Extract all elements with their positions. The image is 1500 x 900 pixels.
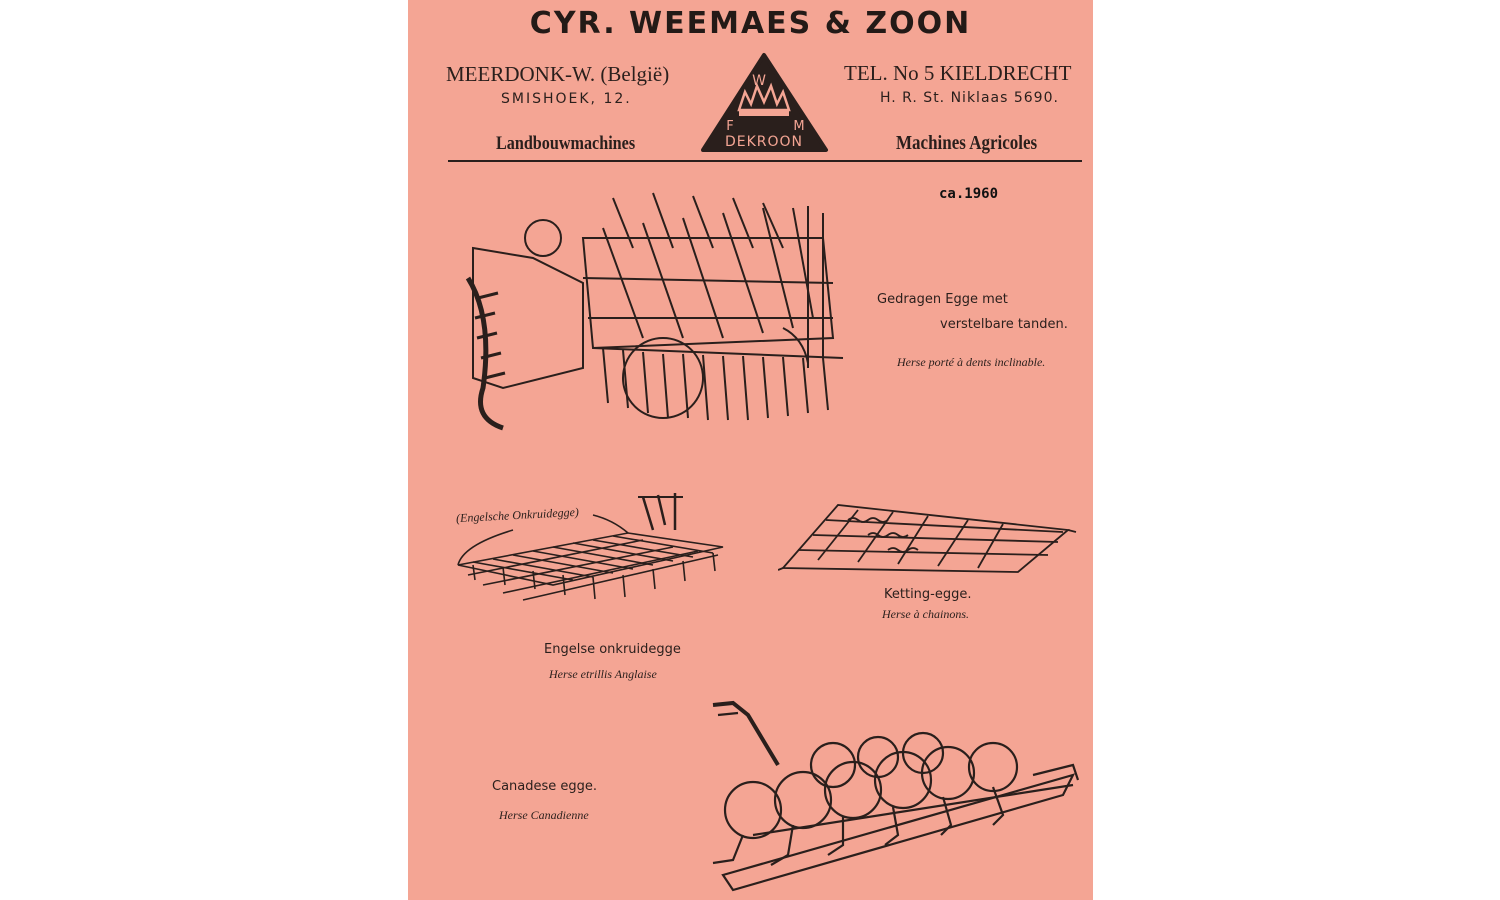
mounted-harrow-name-french: Herse porté à dents inclinable.	[897, 355, 1046, 369]
dekroon-logo	[699, 52, 830, 156]
mounted-harrow-name-line2: verstelbare tanden.	[940, 317, 1068, 332]
trade-register: H. R. St. Niklaas 5690.	[880, 90, 1059, 106]
mounted-harrow-illustration	[463, 188, 853, 438]
chain-harrow-name: Ketting-egge.	[884, 587, 972, 602]
weed-harrow-name-french: Herse etrillis Anglaise	[549, 667, 657, 681]
logo-letter-f: F	[726, 119, 734, 134]
mounted-harrow-name-line1: Gedragen Egge met	[877, 292, 1008, 307]
weed-harrow-name: Engelse onkruidegge	[544, 642, 681, 657]
date-note: ca.1960	[939, 186, 999, 202]
canadian-harrow-illustration	[693, 695, 1083, 895]
logo-letter-m: M	[793, 119, 805, 134]
weed-harrow-illustration	[453, 485, 733, 640]
address-city: MEERDONK-W. (België)	[446, 62, 670, 86]
company-name: CYR. WEEMAES & ZOON	[529, 6, 972, 41]
chain-harrow-name-french: Herse à chainons.	[882, 607, 969, 621]
weed-harrow-drawing-label: (Engelsche Onkruidegge)	[455, 504, 580, 526]
catalog-page	[408, 0, 1093, 900]
address-street: SMISHOEK, 12.	[501, 91, 632, 107]
canadian-harrow-name-french: Herse Canadienne	[499, 808, 589, 822]
header-divider	[448, 160, 1082, 162]
logo-letter-w: W	[752, 73, 766, 89]
phone-number: TEL. No 5 KIELDRECHT	[844, 61, 1072, 85]
category-dutch: Landbouwmachines	[496, 133, 636, 154]
logo-brand: DEKROON	[724, 134, 804, 150]
canadian-harrow-name: Canadese egge.	[492, 779, 598, 794]
chain-harrow-illustration	[778, 500, 1078, 575]
category-french: Machines Agricoles	[896, 132, 1038, 154]
